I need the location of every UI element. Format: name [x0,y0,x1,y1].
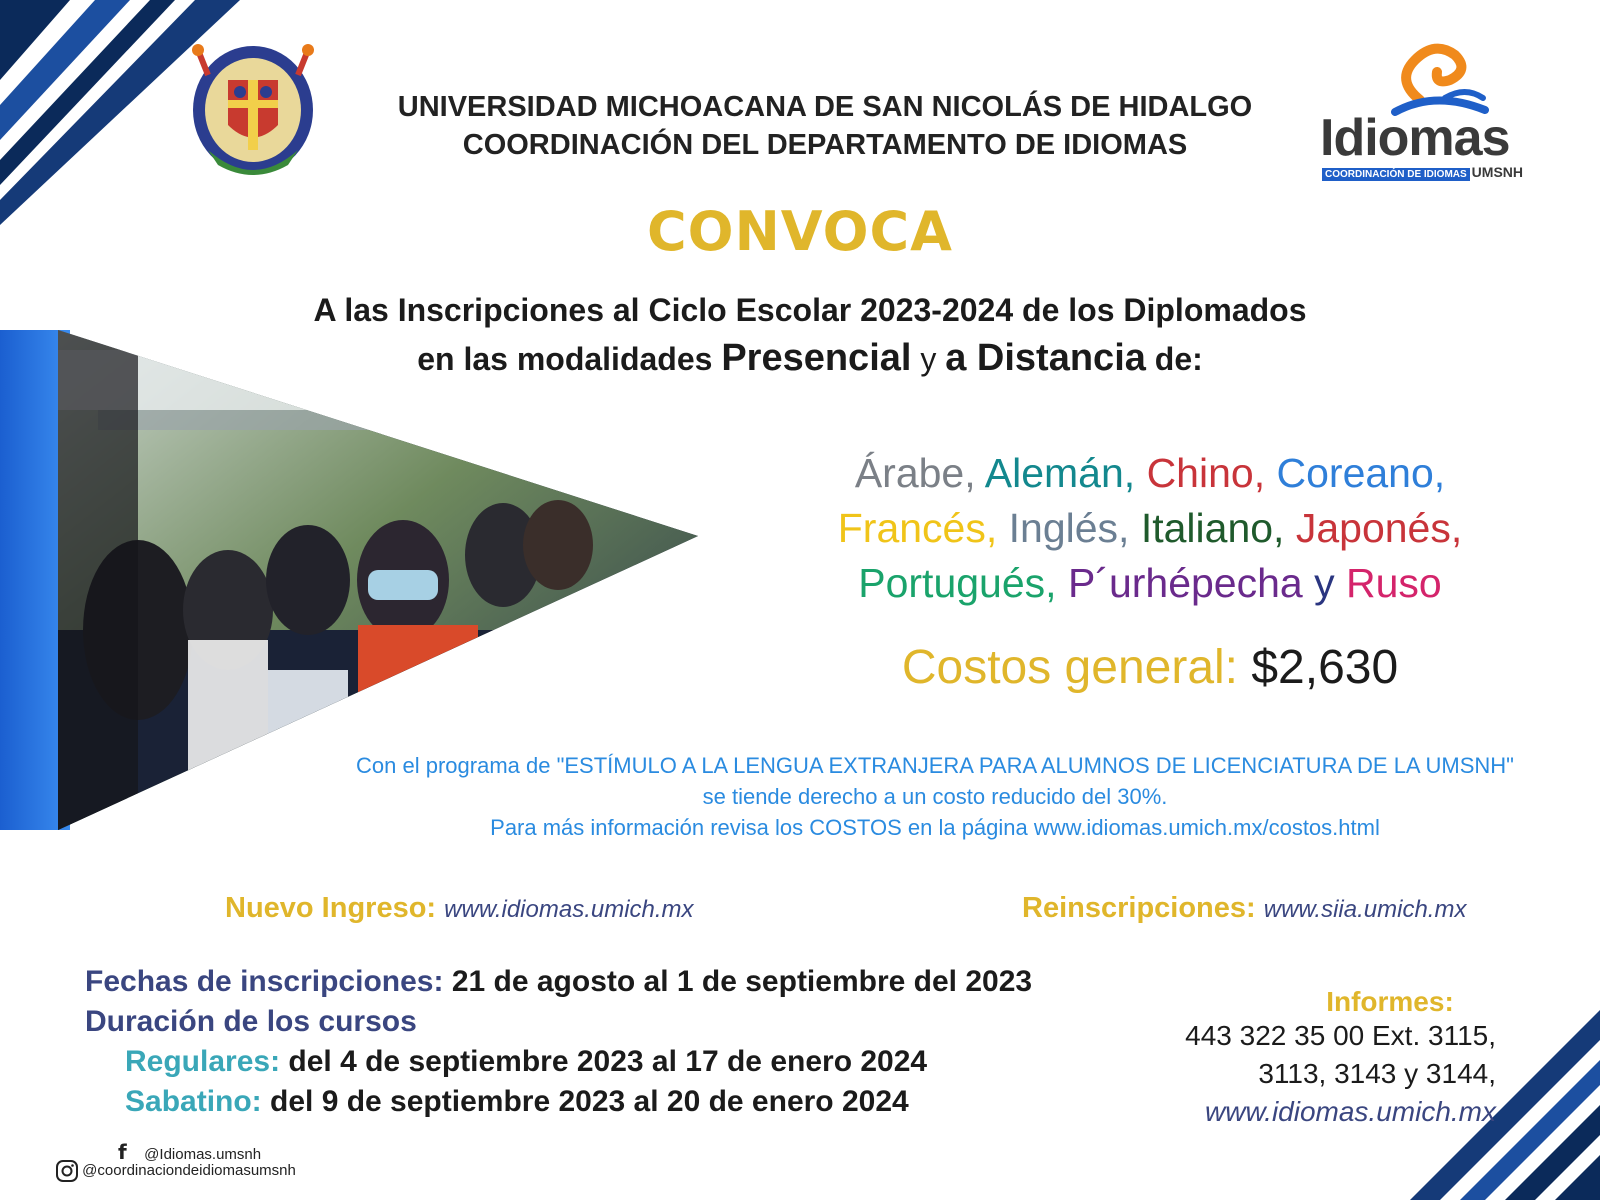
language-aleman: Alemán, [984,450,1147,496]
new-enrollment [225,892,694,925]
language-ingles: Inglés, [1008,505,1141,551]
cost-value: $2,630 [1251,641,1399,694]
university-crest-logo [188,40,318,182]
facebook-handle-text: @Idiomas.umsnh [144,1146,262,1163]
reenrollment-label: Reinscripciones: [1022,892,1256,924]
saturday-label: Sabatino: [125,1085,262,1118]
language-coreano: Coreano, [1276,450,1446,496]
language-portugues: Portugués, [858,560,1068,606]
informes-link[interactable]: www.idiomas.umich.mx [1205,1096,1496,1127]
language-japones: Japonés, [1295,505,1463,551]
intro-text [100,286,1520,383]
enrollment-dates [85,962,1032,1002]
language-purhepecha: P´urhépecha [1067,560,1315,606]
dates-block [85,962,1032,1122]
intro-line-2 [100,334,1520,383]
university-name: UNIVERSIDAD MICHOACANA DE SAN NICOLÁS DE HIDALGO [397,91,1253,123]
language-italiano: Italiano, [1140,505,1296,551]
languages-list [760,446,1540,611]
languages-line-3 [760,556,1540,611]
intro-modalidades: en las modalidades [417,341,713,377]
new-enrollment-link[interactable]: www.idiomas.umich.mx [444,896,694,923]
general-cost [760,640,1540,695]
intro-presencial: Presencial [721,337,912,379]
course-duration-label: Duración de los cursos [85,1005,417,1038]
intro-de: de: [1154,341,1203,377]
header-title [300,88,1350,164]
regular-value: del 4 de septiembre 2023 al 17 de enero 2024 [288,1045,928,1078]
language-frances: Francés, [837,505,1009,551]
informes-phone-1: 443 322 35 00 Ext. 3115, [1185,1020,1496,1051]
language-chino: Chino, [1146,450,1277,496]
enrollment-dates-value: 21 de agosto al 1 de septiembre del 2023 [451,965,1033,998]
intro-distancia: a Distancia [945,337,1146,379]
idiomas-logo-sub: COORDINACIÓN DE IDIOMAS [1322,168,1470,181]
idiomas-logo-tag: UMSNH [1471,164,1524,180]
facebook-icon: f [118,1140,127,1164]
stimulus-program-note [300,750,1570,843]
instagram-handle[interactable] [56,1160,296,1182]
department-name: COORDINACIÓN DEL DEPARTAMENTO DE IDIOMAS [462,129,1188,161]
informes-title: Informes: [1326,986,1454,1017]
intro-line-1: A las Inscripciones al Ciclo Escolar 2023-2024 de los Diplomados [313,292,1307,328]
saturday-value: del 9 de septiembre 2023 al 20 de enero 2024 [270,1085,909,1118]
convoca-heading: CONVOCA [647,200,953,263]
cost-label: Costos general: [901,641,1239,694]
language-ruso: Ruso [1346,560,1442,606]
idiomas-logo [1320,40,1550,180]
languages-line-1 [760,446,1540,501]
idiomas-logo-word: Idiomas [1320,109,1510,167]
languages-line-2 [760,501,1540,556]
note-line-3: Para más información revisa los COSTOS en la página www.idiomas.umich.mx/costos.html [490,815,1380,840]
note-line-1: Con el programa de "ESTÍMULO A LA LENGUA EXTRANJERA PARA ALUMNOS DE LICENCIATURA DE LA UMSNH" [356,753,1514,778]
regular-dates [85,1042,1032,1082]
saturday-dates [85,1082,1032,1122]
instagram-icon [56,1160,78,1182]
informes-phone-2: 3113, 3143 y 3144, [1258,1058,1496,1089]
language-y: y [1314,560,1347,606]
language-arabe: Árabe, [854,450,985,496]
new-enrollment-label: Nuevo Ingreso: [225,892,437,924]
reenrollment [1022,892,1466,925]
regular-label: Regulares: [125,1045,281,1078]
enrollment-dates-label: Fechas de inscripciones: [85,965,444,998]
instagram-handle-text: @coordinaciondeidiomasumsnh [82,1161,296,1179]
intro-y: y [920,341,937,377]
reenrollment-link[interactable]: www.siia.umich.mx [1263,896,1467,923]
note-line-2: se tiende derecho a un costo reducido del 30%. [702,784,1168,809]
